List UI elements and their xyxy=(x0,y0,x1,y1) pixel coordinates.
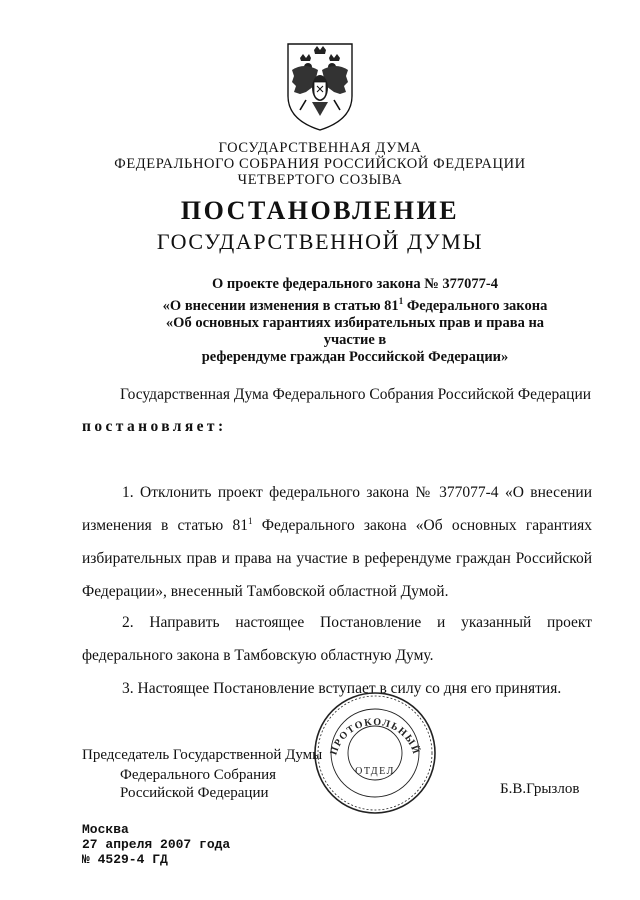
item-1-line-1: 1. Отклонить проект федерального закона № 377077-4 «О внесении xyxy=(122,484,592,501)
header-line-3: ЧЕТВЕРТОГО СОЗЫВА xyxy=(237,172,403,188)
item-1-line-2 xyxy=(82,509,592,542)
subject-line-2 xyxy=(150,293,560,315)
item-1-line-3: избирательных прав и права на участие в референдуме граждан Российской xyxy=(82,550,592,567)
svg-text:ПРОТОКОЛЬНЫЙ xyxy=(328,717,422,757)
item-2-line-1: 2. Направить настоящее Постановление и указанный проект xyxy=(122,614,592,631)
intro-paragraph: Государственная Дума Федерального Собрания Российской Федерации xyxy=(120,386,592,403)
signatory-position-line-2: Федерального Собрания xyxy=(120,767,277,783)
document-subject xyxy=(150,276,560,366)
stamp-center-text: ОТДЕЛ xyxy=(355,766,395,777)
item-1-line-2-sup: 1 xyxy=(247,515,253,526)
subject-line-2-pre: «О внесении изменения в статью 81 xyxy=(162,297,399,314)
issuer-header xyxy=(0,140,640,188)
signatory-name: Б.В.Грызлов xyxy=(500,781,580,797)
item-1-line-2-pre: изменения в статью 81 xyxy=(82,517,248,534)
subject-line-2-sup: 1 xyxy=(398,296,404,306)
signatory-position-line-3: Российской Федерации xyxy=(120,785,269,801)
document-title xyxy=(0,196,640,226)
subject-line-2-post: Федерального закона xyxy=(403,297,548,314)
resolves-word: постановляет: xyxy=(82,418,227,435)
subject-line-1: О проекте федерального закона № 377077-4 xyxy=(211,276,499,292)
document-title-sub xyxy=(0,229,640,255)
footer-city: Москва xyxy=(82,822,129,837)
round-seal-stamp xyxy=(312,690,438,816)
stamp-ring-text: ПРОТОКОЛЬНЫЙ xyxy=(328,716,422,757)
title-main: ПОСТАНОВЛЕНИЕ xyxy=(180,196,460,225)
title-sub: ГОСУДАРСТВЕННОЙ ДУМЫ xyxy=(156,229,484,254)
header-line-2: ФЕДЕРАЛЬНОГО СОБРАНИЯ РОССИЙСКОЙ ФЕДЕРАЦИИ xyxy=(114,156,526,172)
item-1-line-4: Федерации», внесенный Тамбовской областной Думой. xyxy=(82,583,449,600)
subject-line-4: референдуме граждан Российской Федерации» xyxy=(201,348,509,365)
document-footer xyxy=(82,822,230,867)
item-2-line-2: федерального закона в Тамбовскую областную Думу. xyxy=(82,647,434,664)
footer-date: 27 апреля 2007 года xyxy=(82,837,231,852)
signatory-position-line-1: Председатель Государственной Думы xyxy=(82,747,323,763)
header-line-1: ГОСУДАРСТВЕННАЯ ДУМА xyxy=(218,140,422,156)
item-3: 3. Настоящее Постановление вступает в силу со дня его принятия. xyxy=(122,680,562,697)
item-1-line-2-post: Федерального закона «Об основных гарантиях xyxy=(252,517,592,534)
coat-of-arms-emblem xyxy=(284,40,356,132)
footer-number: № 4529-4 ГД xyxy=(82,852,168,867)
subject-line-3: «Об основных гарантиях избирательных прав и права на участие в xyxy=(165,314,545,348)
